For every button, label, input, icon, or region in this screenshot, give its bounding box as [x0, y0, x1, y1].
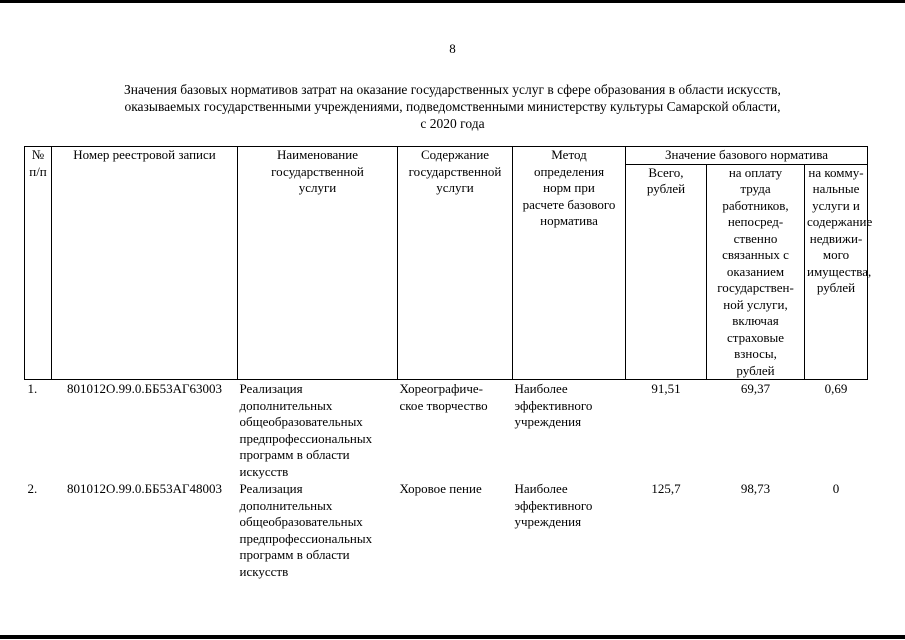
header-line: содержание	[807, 214, 873, 229]
header-line: связанных с	[722, 247, 789, 262]
header-group-text: Значение базового норматива	[665, 147, 828, 162]
header-line: государственной	[271, 163, 364, 179]
cell-line: предпрофессиональных	[239, 530, 373, 546]
header-line: непосред-	[727, 214, 784, 229]
cell-line: программ в области	[239, 547, 350, 562]
table-header	[25, 147, 873, 380]
cell-line: учреждения	[514, 414, 582, 429]
cell-line: дополнительных	[239, 497, 333, 513]
cell-line: учреждения	[514, 514, 582, 529]
header-line: оказанием	[726, 263, 785, 279]
row-total: 125,7	[651, 481, 681, 496]
header-line: рублей	[736, 362, 775, 378]
header-line: нальные	[812, 181, 860, 196]
cell-line: Наиболее	[514, 381, 568, 396]
cell-line: Хоровое пение	[399, 481, 482, 496]
header-line: определения	[533, 163, 605, 179]
header-line: взносы,	[734, 346, 777, 361]
cell-line: общеобразовательных	[239, 414, 363, 429]
header-service-name	[238, 147, 398, 380]
title-line: с 2020 года	[420, 116, 485, 131]
top-border-line	[0, 0, 905, 3]
header-registry-text: Номер реестровой записи	[73, 147, 216, 162]
row-registry: 801012О.99.0.ББ53АГ48003	[67, 481, 222, 496]
header-line: Метод	[551, 147, 587, 162]
header-line: услуги и	[812, 197, 860, 213]
header-num-line: №	[31, 147, 45, 162]
title-line: оказываемых государственными учреждениями, подведомственными министерству культуры Самарской области,	[124, 99, 781, 114]
row-wages: 98,73	[740, 481, 771, 496]
cell-line: эффективного	[514, 397, 593, 413]
row-service-name	[238, 380, 398, 481]
header-line: мого	[822, 247, 850, 262]
row-utilities: 0	[832, 481, 840, 496]
header-line: ной услуги,	[723, 296, 788, 312]
row-method	[513, 380, 626, 481]
header-line: включая	[732, 313, 779, 328]
header-total	[626, 164, 707, 380]
header-line: Наименование	[277, 147, 358, 162]
page-number: 8	[449, 41, 456, 56]
row-service-content	[398, 380, 513, 481]
header-line: имущества,	[807, 263, 872, 279]
header-group	[626, 147, 868, 165]
header-line: Содержание	[420, 147, 490, 162]
cell-line: эффективного	[514, 497, 593, 513]
cell-line: искусств	[239, 463, 289, 479]
header-line: работников,	[722, 197, 789, 213]
table-body	[25, 380, 868, 581]
cell-line: предпрофессиональных	[239, 430, 373, 446]
row-utilities: 0,69	[824, 381, 848, 396]
header-utilities	[805, 164, 873, 380]
table-row	[25, 380, 868, 481]
header-line: государственной	[408, 163, 502, 179]
cell-line: общеобразовательных	[239, 514, 363, 529]
cell-line: Реализация	[239, 481, 303, 496]
cell-line: программ в области	[239, 447, 350, 462]
row-method	[513, 480, 626, 580]
cell-line: Реализация	[239, 381, 303, 396]
cell-line: дополнительных	[239, 397, 333, 413]
header-line: расчете базового	[522, 196, 616, 212]
header-line: страховые	[726, 329, 785, 345]
header-line: услуги	[298, 180, 337, 195]
header-line: рублей	[816, 280, 856, 295]
document-title	[60, 81, 845, 132]
header-num	[25, 147, 52, 380]
header-line: недвижи-	[809, 230, 863, 246]
header-wages	[707, 164, 805, 380]
header-line: рублей	[646, 181, 686, 196]
cell-line: Наиболее	[514, 481, 568, 496]
row-wages: 69,37	[740, 381, 771, 396]
row-service-name	[238, 480, 398, 580]
cell-line: ское творчество	[399, 397, 488, 413]
header-line: Всего,	[648, 164, 684, 180]
table-row	[25, 480, 868, 580]
row-service-content	[398, 480, 513, 580]
norms-table	[24, 146, 873, 580]
header-method	[513, 147, 626, 380]
header-line: ственно	[733, 230, 778, 246]
header-line: норм при	[543, 180, 595, 195]
header-line: на оплату	[728, 164, 783, 180]
cell-line: Хореографиче-	[399, 381, 483, 396]
cell-line: искусств	[239, 563, 289, 579]
row-num: 2.	[27, 481, 38, 496]
row-total: 91,51	[651, 381, 681, 396]
header-line: труда	[740, 181, 771, 196]
header-line: на комму-	[808, 164, 864, 180]
header-service-content	[398, 147, 513, 380]
bottom-border-line	[0, 635, 905, 639]
title-line: Значения базовых нормативов затрат на оказание государственных услуг в сфере образования в области искусств,	[124, 82, 781, 97]
header-num-line: п/п	[29, 163, 47, 179]
header-line: государствен-	[717, 280, 794, 295]
row-registry: 801012О.99.0.ББ53АГ63003	[67, 381, 222, 396]
header-line: норматива	[540, 213, 598, 228]
header-line: услуги	[436, 180, 474, 195]
header-registry	[52, 147, 238, 380]
row-num: 1.	[27, 381, 38, 396]
